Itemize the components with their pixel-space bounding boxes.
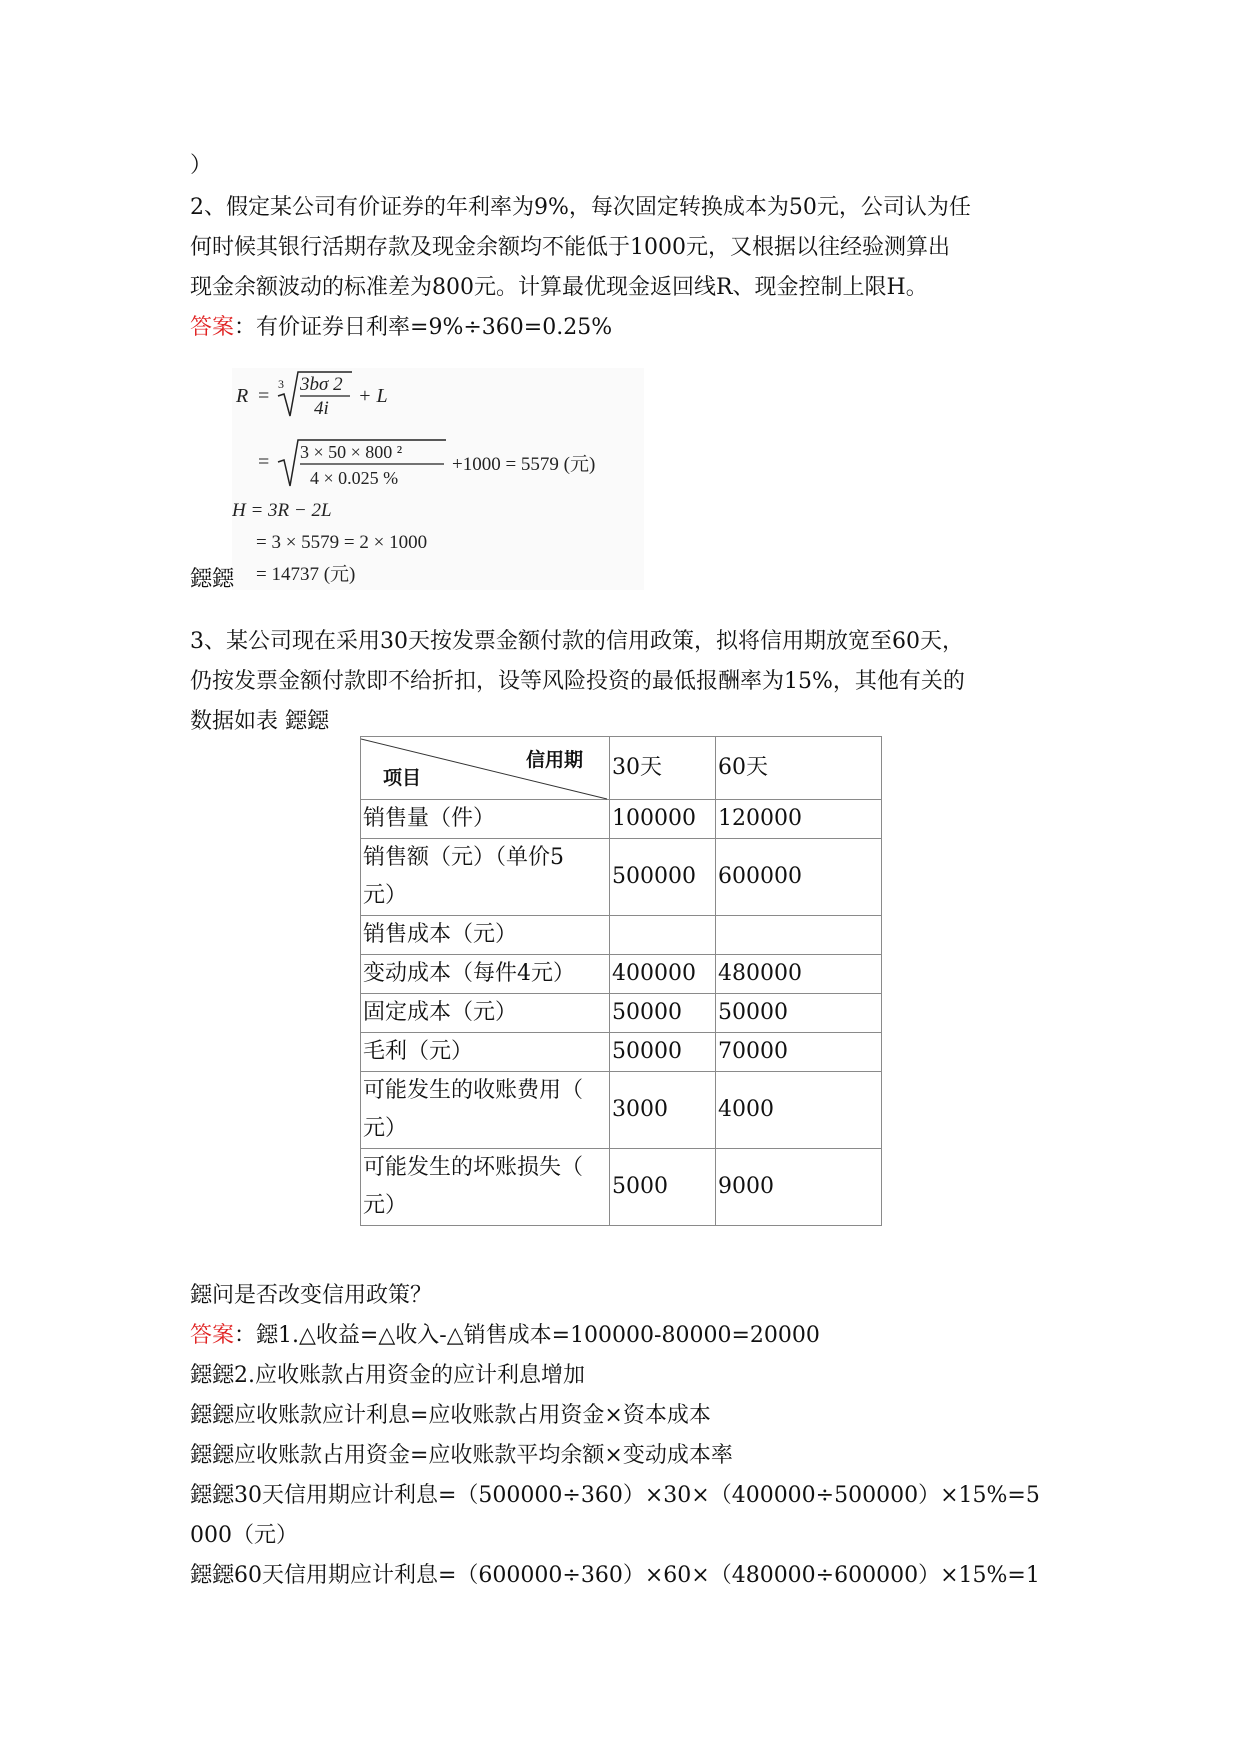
q2-line-1: 2、假定某公司有价证券的年利率为9%，每次固定转换成本为50元，公司认为任 xyxy=(190,195,971,220)
answer-line-7: 鐚鐚60天信用期应计利息=（600000÷360）×60×（480000÷600000）×15%=1 xyxy=(190,1563,1040,1588)
row-label-line-1: 销售额（元）（单价5 xyxy=(363,845,564,870)
row-label: 变动成本（每件4元） xyxy=(361,955,610,994)
header-60-days: 60天 xyxy=(716,737,882,800)
formula-den2: 4 × 0.025 % xyxy=(310,468,399,488)
q2-line-3: 现金余额波动的标准差为800元。计算最优现金返回线R、现金控制上限H。 xyxy=(190,275,928,300)
table-row xyxy=(361,1072,882,1149)
row-label xyxy=(361,839,610,916)
formula-tail2: +1000 = 5579 (元) xyxy=(452,454,596,475)
formula-cube-index: 3 xyxy=(278,377,284,391)
table-row xyxy=(361,955,882,994)
text-line-lead: ） xyxy=(190,153,213,178)
q3-line-2: 仍按发票金额付款即不给折扣，设等风险投资的最低报酬率为15%，其他有关的 xyxy=(190,669,965,694)
header-credit-period: 信用期 xyxy=(525,749,583,771)
answer-label: 答案 xyxy=(190,1323,235,1348)
after-formula-text: 鐚鐚 xyxy=(190,567,235,592)
q3-line-3: 数据如表 鐚鐚 xyxy=(190,709,329,734)
answer-line-3: 鐚鐚应收账款应计利息=应收账款占用资金×资本成本 xyxy=(190,1403,711,1428)
table-row xyxy=(361,800,882,839)
formula-num1: 3bσ 2 xyxy=(300,374,343,395)
table-row xyxy=(361,839,882,916)
row-value-30: 500000 xyxy=(610,839,716,916)
credit-policy-table xyxy=(360,736,882,1226)
answer-line-4: 鐚鐚应收账款占用资金=应收账款平均余额×变动成本率 xyxy=(190,1443,733,1468)
row-value-30: 5000 xyxy=(610,1149,716,1226)
q3-line-1: 3、某公司现在采用30天按发票金额付款的信用政策，拟将信用期放宽至60天， xyxy=(190,629,964,654)
row-label-line-2: 元） xyxy=(363,1193,408,1218)
formula-r: R xyxy=(236,385,249,407)
row-value-30: 100000 xyxy=(610,800,716,839)
answer-line-5: 鐚鐚30天信用期应计利息=（500000÷360）×30×（400000÷500000）×15%=5 xyxy=(190,1483,1040,1508)
answer-line-6: 000（元） xyxy=(190,1523,298,1548)
header-30-days: 30天 xyxy=(610,737,716,800)
row-value-30: 3000 xyxy=(610,1072,716,1149)
answer-text: ：鐚1.△收益=△收入-△销售成本=100000-80000=20000 xyxy=(234,1323,820,1348)
row-label-line-1: 可能发生的收账费用（ xyxy=(363,1078,584,1103)
diagonal-header-cell xyxy=(361,737,610,800)
row-label-line-2: 元） xyxy=(363,883,408,908)
answer-text: ：有价证券日利率=9%÷360=0.25% xyxy=(234,315,613,340)
row-label: 销售成本（元） xyxy=(361,916,610,955)
q2-line-2: 何时候其银行活期存款及现金余额均不能低于1000元，又根据以往经验测算出 xyxy=(190,235,950,260)
row-value-60: 70000 xyxy=(716,1033,882,1072)
formula-eq-2: = xyxy=(258,451,270,473)
row-value-30: 50000 xyxy=(610,1033,716,1072)
table-row xyxy=(361,994,882,1033)
row-value-30: 400000 xyxy=(610,955,716,994)
row-label: 销售量（件） xyxy=(361,800,610,839)
row-label: 固定成本（元） xyxy=(361,994,610,1033)
formula-eq-1: = xyxy=(258,385,270,407)
header-item: 项目 xyxy=(383,767,422,789)
row-value-60: 480000 xyxy=(716,955,882,994)
q3-answer-1 xyxy=(190,1316,820,1356)
row-value-60: 9000 xyxy=(716,1149,882,1226)
row-label-line-1: 可能发生的坏账损失（ xyxy=(363,1155,584,1180)
row-value-30: 50000 xyxy=(610,994,716,1033)
question-change-policy: 鐚问是否改变信用政策？ xyxy=(190,1283,433,1308)
row-label xyxy=(361,1149,610,1226)
table-header-row xyxy=(361,737,882,800)
q2-answer xyxy=(190,308,612,348)
row-label xyxy=(361,1072,610,1149)
row-label-line-2: 元） xyxy=(363,1116,408,1141)
row-value-60: 600000 xyxy=(716,839,882,916)
formula-h: H = 3R − 2L xyxy=(232,500,332,521)
table-row xyxy=(361,1149,882,1226)
formula-h-res: = 14737 (元) xyxy=(256,564,356,585)
formula-num2: 3 × 50 × 800 ² xyxy=(300,442,403,462)
formula-den1: 4i xyxy=(314,398,329,419)
row-value-60 xyxy=(716,916,882,955)
answer-line-2: 鐚鐚2.应收账款占用资金的应计利息增加 xyxy=(190,1363,585,1388)
row-value-60: 120000 xyxy=(716,800,882,839)
formula-h-calc: = 3 × 5579 = 2 × 1000 xyxy=(256,532,428,553)
formula-plus-l: + L xyxy=(358,385,388,407)
row-label: 毛利（元） xyxy=(361,1033,610,1072)
row-value-60: 50000 xyxy=(716,994,882,1033)
table-row xyxy=(361,916,882,955)
row-value-60: 4000 xyxy=(716,1072,882,1149)
answer-label: 答案 xyxy=(190,315,235,340)
row-value-30 xyxy=(610,916,716,955)
table-row xyxy=(361,1033,882,1072)
formula-image xyxy=(232,368,644,590)
